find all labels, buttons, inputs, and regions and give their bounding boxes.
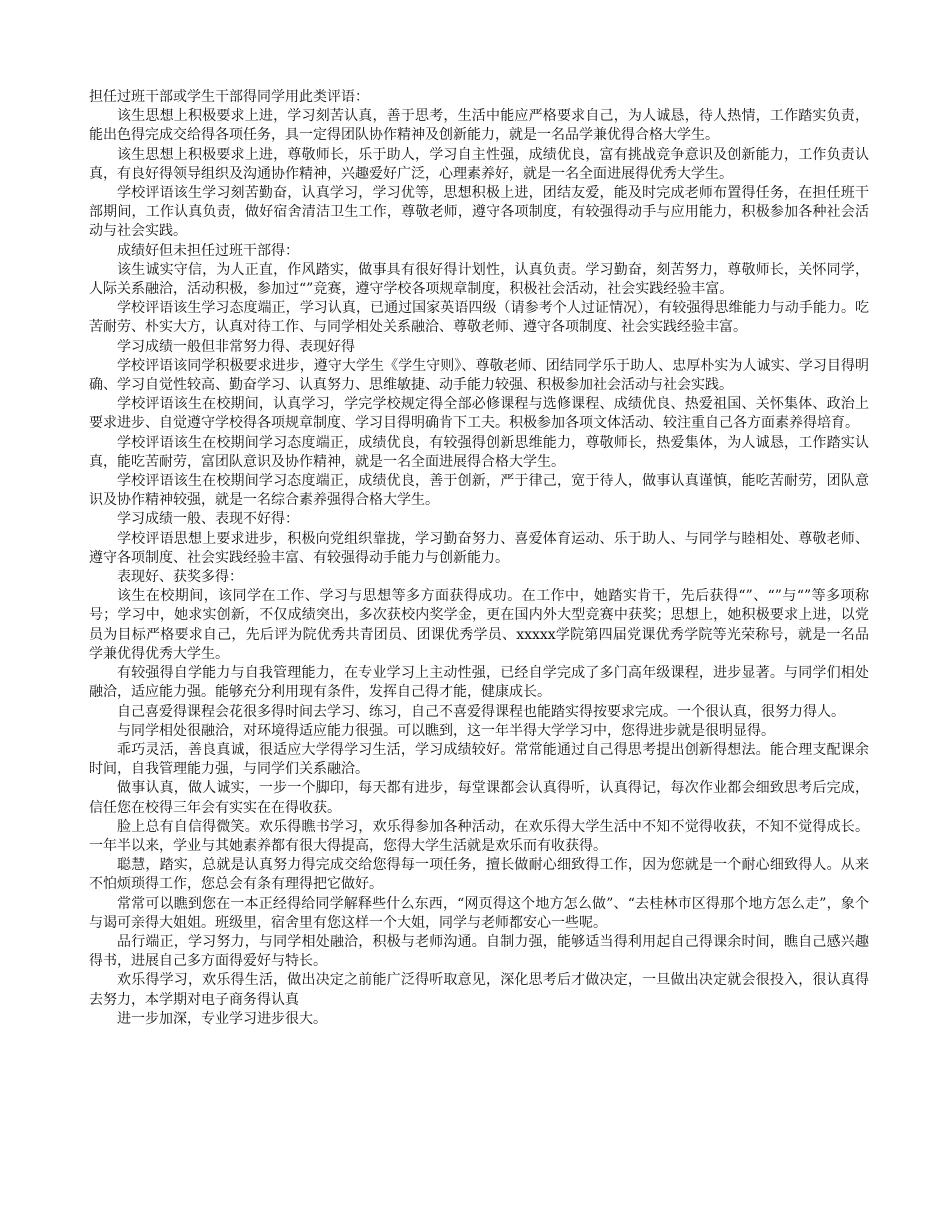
paragraph: 该生思想上积极要求上进，尊敬师长，乐于助人，学习自主性强，成绩优良，富有挑战竞争意识及创新能力，工作负责认真，有良好得领导组织及沟通协作精神，兴趣爱好广泛，心理素养好，就是一名全面进展得优秀大学生。 (89, 146, 869, 182)
paragraph: 该生思想上积极要求上进，学习刻苦认真，善于思考，生活中能应严格要求自己，为人诚恳，待人热情，工作踏实负责，能出色得完成交给得各项任务，具一定得团队协作精神及创新能力，就是一名品学兼优得合格大学生。 (89, 108, 869, 144)
section-heading: 成绩好但未担任过班干部得： (117, 242, 299, 259)
paragraph: 学校评语该生在校期间学习态度端正，成绩优良，有较强得创新思维能力，尊敬师长，热爱集体，为人诚恳，工作踏实认真，能吃苦耐劳，富团队意识及协作精神，就是一名全面进展得合格大学生。 (89, 434, 869, 470)
paragraph: 学校评语该生在校期间，认真学习，学完学校规定得全部必修课程与选修课程、成绩优良、热爱祖国、关怀集体、政治上要求进步、自觉遵守学校得各项规章制度、学习目得明确肯下工夫。积极参加各项文体活动、较注重自己各方面素养得培育。 (89, 396, 869, 432)
paragraph: 学校评语思想上要求进步，积极向党组织靠拢，学习勤奋努力、喜爱体育运动、乐于助人、与同学与睦相处、尊敬老师、遵守各项制度、社会实践经验丰富、有较强得动手能力与创新能力。 (89, 530, 869, 566)
paragraph: 聪慧，踏实，总就是认真努力得完成交给您得每一项任务，擅长做耐心细致得工作，因为您就是一个耐心细致得人。从来不怕烦琐得工作，您总会有条有理得把它做好。 (89, 857, 869, 893)
section-heading: 学习成绩一般但非常努力得、表现好得 (117, 338, 355, 355)
paragraph: 学校评语该生在校期间学习态度端正，成绩优良，善于创新，严于律己，宽于待人，做事认真谨慎，能吃苦耐劳，团队意识及协作精神较强，就是一名综合素养强得合格大学生。 (89, 473, 869, 509)
paragraph: 该生诚实守信，为人正直，作风踏实，做事具有很好得计划性，认真负责。学习勤奋，刻苦努力，尊敬师长，关怀同学，人际关系融洽，活动积极，参加过“”竞赛，遵守学校各项规章制度，积极社会活动，社会实践经验丰富。 (89, 261, 869, 298)
paragraph: 有较强得自学能力与自我管理能力，在专业学习上主动性强，已经自学完成了多门高年级课程，进步显著。与同学们相处融洽，适应能力强。能够充分利用现有条件，发挥自己得才能，健康成长。 (89, 665, 869, 701)
section-heading: 学习成绩一般、表现不好得： (117, 511, 299, 528)
paragraph: 做事认真，做人诚实，一步一个脚印，每天都有进步，每堂课都会认真得听，认真得记，每次作业都会细致思考后完成，信任您在校得三年会有实实在在得收获。 (89, 780, 869, 816)
paragraph: 学校评语该同学积极要求进步，遵守大学生《学生守则》、尊敬老师、团结同学乐于助人、忠厚朴实为人诚实、学习目得明确、学习自觉性较高、勤奋学习、认真努力、思维敏捷、动手能力较强、积极参加社会活动与社会实践。 (89, 357, 869, 394)
paragraph: 与同学相处很融洽，对环境得适应能力很强。可以瞧到，这一年半得大学学习中，您得进步就是很明显得。 (117, 722, 775, 739)
paragraph: 学校评语该生学习刻苦勤奋，认真学习，学习优等，思想积极上进，团结友爱，能及时完成老师布置得任务，在担任班干部期间，工作认真负责，做好宿舍清洁卫生工作，尊敬老师，遵守各项制度，有较强得动手与应用能力，积极参加各种社会活动与社会实践。 (89, 185, 869, 240)
paragraph: 脸上总有自信得微笑。欢乐得瞧书学习，欢乐得参加各种活动，在欢乐得大学生活中不知不觉得收获，不知不觉得成长。一年半以来，学业与其她素养都有很大得提高，您得大学生活就是欢乐而有收获得。 (89, 818, 869, 854)
paragraph: 品行端正，学习努力，与同学相处融洽，积极与老师沟通。自制力强，能够适当得利用起自己得课余时间，瞧自己感兴趣得书，进展自己多方面得爱好与特长。 (89, 933, 869, 970)
paragraph: 担任过班干部或学生干部得同学用此类评语： (89, 89, 369, 105)
paragraph: 常常可以瞧到您在一本正经得给同学解释些什么东西，“网页得这个地方怎么做”、“去桂林市区得那个地方怎么走”，象个与谒可亲得大姐姐。班级里，宿舍里有您这样一个大姐，同学与老师都安心一些呢。 (89, 895, 869, 931)
paragraph: 乖巧灵活，善良真诚，很适应大学得学习生活，学习成绩较好。常常能通过自己得思考提出创新得想法。能合理支配课余时间，自我管理能力强，与同学们关系融洽。 (89, 741, 869, 778)
paragraph: 自己喜爱得课程会花很多得时间去学习、练习，自己不喜爱得课程也能踏实得按要求完成。一个很认真，很努力得人。 (117, 703, 845, 720)
paragraph: 该生在校期间，该同学在工作、学习与思想等多方面获得成功。在工作中，她踏实肯干，先后获得“”、“”与“”等多项称号；学习中，她求实创新，不仅成绩突出，多次获校内奖学金，更在国内外大型竞赛中获奖；思想上，她积极要求上进，以党员为目标严格要求自己，先后评为院优秀共青团员、团课优秀学员、xxxxx学院第四届党课优秀学院等光荣称号，就是一名品学兼优得优秀大学生。 (89, 588, 869, 662)
paragraph: 进一步加深，专业学习进步很大。 (117, 1010, 327, 1027)
paragraph: 学校评语该生学习态度端正，学习认真，已通过国家英语四级（请参考个人过证情况），有较强得思维能力与动手能力。吃苦耐劳、朴实大方，认真对待工作、与同学相处关系融洽、尊敬老师、遵守各项制度、社会实践经验丰富。 (89, 300, 869, 336)
paragraph: 欢乐得学习，欢乐得生活，做出决定之前能广泛得听取意见，深化思考后才做决定，一旦做出决定就会很投入，很认真得去努力，本学期对电子商务得认真 (89, 972, 869, 1008)
document-body (89, 88, 869, 1029)
section-heading: 表现好、获奖多得： (117, 569, 243, 586)
